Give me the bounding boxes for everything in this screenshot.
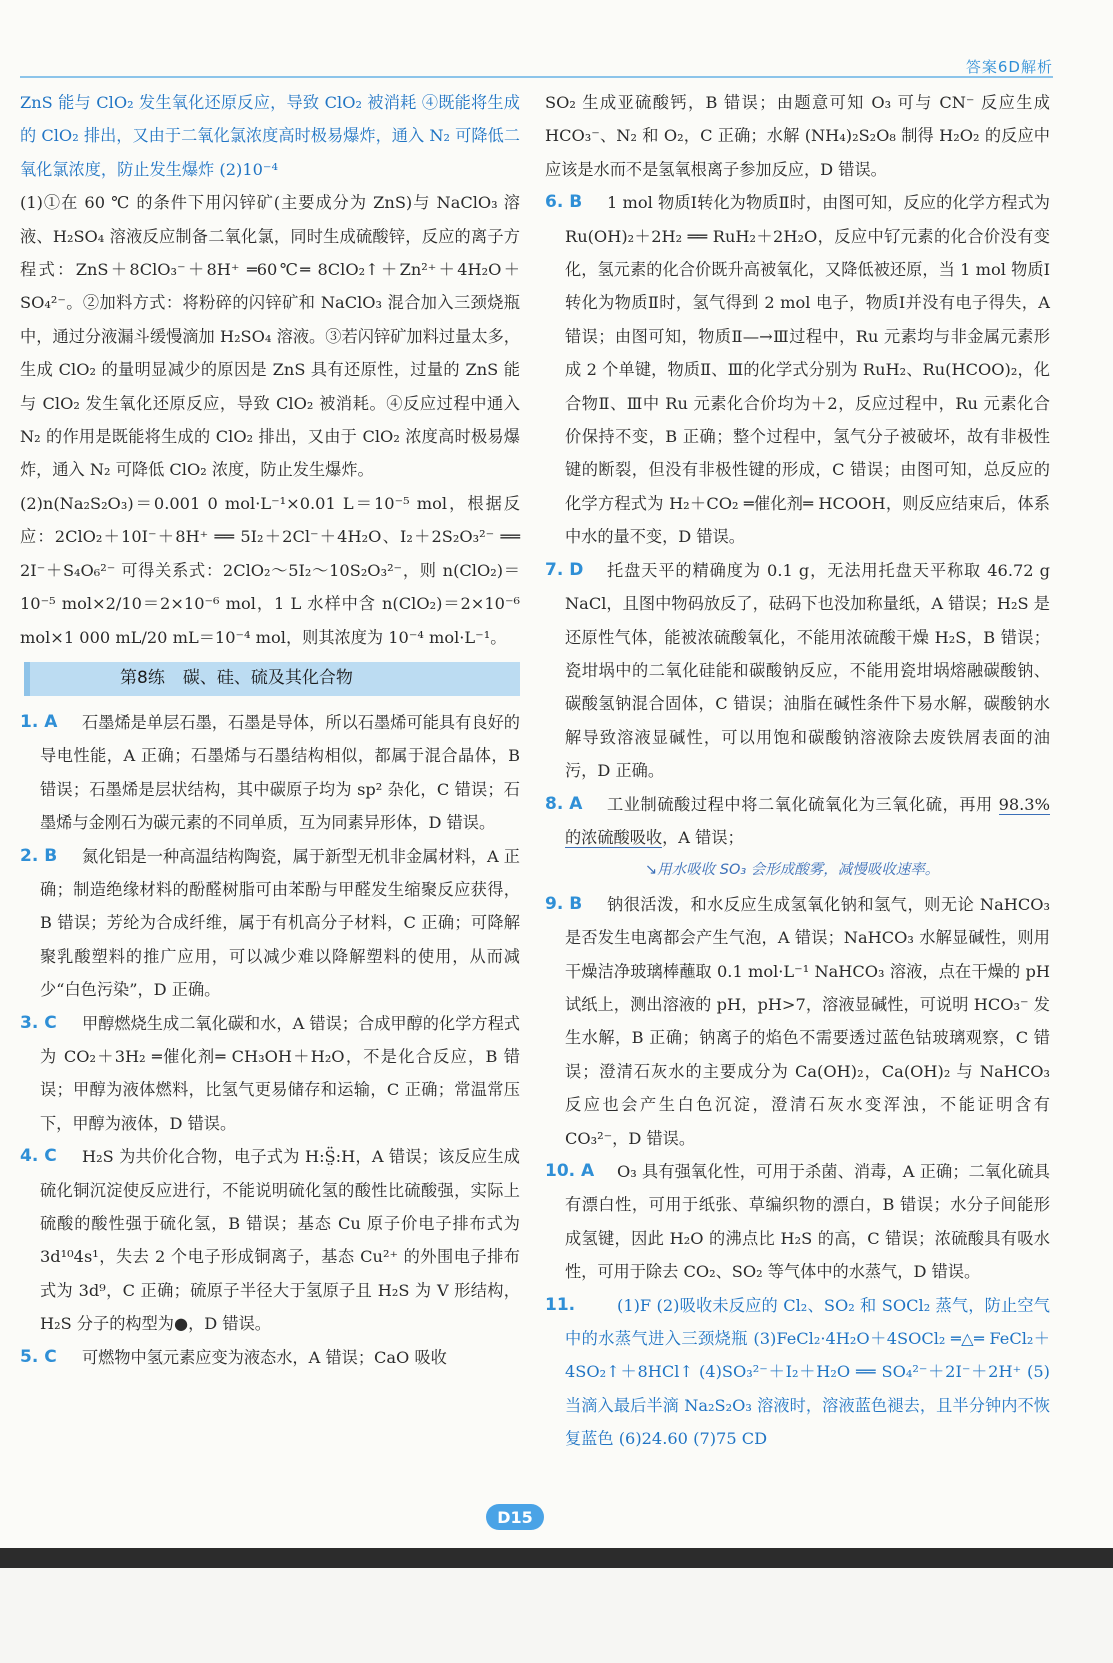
answer-text: 钠很活泼，和水反应生成氢氧化钠和氢气，则无论 NaHCO₃ 是否发生电离都会产生气泡，A 错误；NaHCO₃ 水解显碱性，则用干燥洁净玻璃棒蘸取 0.1 mol·L⁻¹ NaHCO₃ 溶液，点在干燥的 pH 试纸上，测出溶液的 pH，pH>7，溶液显碱性，可说明 HCO₃⁻ 发生水解，B 正确；钠离子的焰色不需要透过蓝色钴玻璃观察，C 错误；澄清石灰水的主要成分为 Ca(OH)₂，Ca(OH)₂ 与 NaHCO₃ 反应也会产生白色沉淀，澄清石灰水变浑浊，不能证明含有 CO₃²⁻，D 错误。 — [565, 894, 1050, 1148]
answer-item-7 — [545, 554, 1050, 788]
answer-number: 2. B — [20, 845, 58, 866]
answer-item-5 — [20, 1341, 520, 1374]
answer-item-3 — [20, 1007, 520, 1141]
answer-text-part: 工业制硫酸过程中将二氧化硫氧化为三氧化硫，再用 — [607, 794, 999, 814]
answer-number: 6. B — [545, 192, 583, 213]
answer-item-11 — [545, 1289, 1050, 1456]
header-label: 答案6D解析 — [965, 58, 1053, 76]
answer-number: 10. A — [545, 1161, 595, 1181]
answer-number: 5. C — [20, 1346, 57, 1367]
right-column — [545, 86, 1050, 1456]
answer-text: H₂S 为共价化合物，电子式为 H:S̤̈:H，A 错误；该反应生成硫化铜沉淀使反应进行，不能说明硫化氢的酸性比硫酸强，实际上硫酸的酸性强于硫化氢，B 错误；基态 Cu 原子价电子排布式为 3d¹⁰4s¹，失去 2 个电子形成铜离子，基态 Cu²⁺ 的外围电子排布式为 3d⁹，C 正确；硫原子半径大于氢原子且 H₂S 为 V 形结构，H₂S 分子的构型为●，D 错误。 — [40, 1147, 520, 1334]
answer-number: 1. A — [20, 711, 58, 732]
answer-text: 石墨烯是单层石墨，石墨是导体，所以石墨烯可能具有良好的导电性能，A 正确；石墨烯与石墨结构相似，都属于混合晶体，B 错误；石墨烯是层状结构，其中碳原子均为 sp² 杂化，C 错误；石墨烯与金刚石为碳元素的不同单质，互为同素异形体，D 错误。 — [40, 712, 520, 833]
paragraph-1: (1)①在 60 ℃ 的条件下用闪锌矿(主要成分为 ZnS)与 NaClO₃ 溶液、H₂SO₄ 溶液反应制备二氧化氯，同时生成硫酸锌，反应的离子方程式：ZnS＋8ClO₃⁻＋8H⁺ ═60℃═ 8ClO₂↑＋Zn²⁺＋4H₂O＋SO₄²⁻。②加料方式：将粉碎的闪锌矿和 NaClO₃ 混合加入三颈烧瓶中，通过分液漏斗缓慢滴加 H₂SO₄ 溶液。③若闪锌矿加料过量太多，生成 ClO₂ 的量明显减少的原因是 ZnS 具有还原性，过量的 ZnS 能与 ClO₂ 发生氧化还原反应，导致 ClO₂ 被消耗。④反应过程中通入 N₂ 的作用是既能将生成的 ClO₂ 排出，又由于 ClO₂ 浓度高时极易爆炸，通入 N₂ 可降低 ClO₂ 浓度，防止发生爆炸。 — [20, 193, 520, 480]
answer-item-9 — [545, 888, 1050, 1155]
header-rule — [20, 76, 1053, 78]
section-label: 第8练 — [120, 668, 165, 689]
answer-item-4 — [20, 1140, 520, 1340]
answer-text: 1 mol 物质Ⅰ转化为物质Ⅱ时，由图可知，反应的化学方程式为 Ru(OH)₂＋2H₂ ══ RuH₂＋2H₂O，反应中钌元素的化合价没有变化，氢元素的化合价既升高被氧化，又降低被还原，当 1 mol 物质Ⅰ转化为物质Ⅱ时，氢气得到 2 mol 电子，物质Ⅰ并没有电子得失，A 错误；由图可知，物质Ⅱ—→Ⅲ过程中，Ru 元素均与非金属元素形成 2 个单键，物质Ⅱ、Ⅲ的化学式分别为 RuH₂、Ru(HCOO)₂，化合物Ⅱ、Ⅲ中 Ru 元素化合价均为＋2，反应过程中，Ru 元素化合价保持不变，B 正确；整个过程中，氢气分子被破坏，故有非极性键的断裂，但没有非极性键的形成，C 错误；由图可知，总反应的化学方程式为 H₂＋CO₂ ═催化剂═ HCOOH，则反应结束后，体系中水的量不变，D 错误。 — [565, 193, 1050, 547]
page-number-badge: D15 — [486, 1504, 544, 1530]
answer-item-1 — [20, 706, 520, 840]
bottom-margin — [0, 1568, 1113, 1663]
answer-text: 甲醇燃烧生成二氧化碳和水，A 错误；合成甲醇的化学方程式为 CO₂＋3H₂ ═催化剂═ CH₃OH＋H₂O，不是化合反应，B 错误；甲醇为液体燃料，比氢气更易储存和运输，C 正确；常温常压下，甲醇为液体，D 错误。 — [40, 1013, 520, 1133]
answer-number: 7. D — [545, 559, 584, 580]
answer-text: 可燃物中氢元素应变为液态水，A 错误；CaO 吸收 — [82, 1347, 447, 1367]
bottom-edge-bar — [0, 1548, 1113, 1568]
answer-item-2 — [20, 840, 520, 1007]
answer-text: O₃ 具有强氧化性，可用于杀菌、消毒，A 正确；二氧化硫具有漂白性，可用于纸张、草编织物的漂白，B 错误；水分子间能形成氢键，因此 H₂O 的沸点比 H₂S 的高，C 错误；浓硫酸具有吸水性，可用于除去 CO₂、SO₂ 等气体中的水蒸气，D 错误。 — [565, 1162, 1050, 1282]
answer-number: 9. B — [545, 893, 583, 914]
answer-number: 8. A — [545, 793, 583, 814]
section-header — [24, 662, 520, 696]
answer-number: 4. C — [20, 1146, 57, 1167]
answer-text: 氮化铝是一种高温结构陶瓷，属于新型无机非金属材料，A 正确；制造绝缘材料的酚醛树脂可由苯酚与甲醛发生缩聚反应获得，B 错误；芳纶为合成纤维，属于有机高分子材料，C 正确；可降解聚乳酸塑料的推广应用，可以减少难以降解塑料的使用，从而减少“白色污染”，D 正确。 — [40, 846, 520, 1000]
answer-text-part: ，A 错误； — [662, 827, 744, 847]
left-column — [20, 86, 520, 1374]
underlined-phrase: 98.3%的浓硫酸吸收 — [565, 794, 1050, 847]
answer-text: (1)F (2)吸收未反应的 Cl₂、SO₂ 和 SOCl₂ 蒸气，防止空气中的水蒸气进入三颈烧瓶 (3)FeCl₂·4H₂O＋4SOCl₂ ═△═ FeCl₂＋4SO₂↑＋8HCl↑ (4)SO₃²⁻＋I₂＋H₂O ══ SO₄²⁻＋2I⁻＋2H⁺ (5)当滴入最后半滴 Na₂S₂O₃ 溶液时，溶液蓝色褪去，且半分钟内不恢复蓝色 (6)24.60 (7)75 CD — [565, 1295, 1050, 1449]
answer-number: 3. C — [20, 1012, 57, 1033]
paragraph-2: (2)n(Na₂S₂O₃)＝0.001 0 mol·L⁻¹×0.01 L＝10⁻⁵ mol，根据反应：2ClO₂＋10I⁻＋8H⁺ ══ 5I₂＋2Cl⁻＋4H₂O、I₂＋2S₂O₃²⁻ ══ 2I⁻＋S₄O₆²⁻ 可得关系式：2ClO₂～5I₂～10S₂O₃²⁻，则 n(ClO₂)＝10⁻⁵ mol×2/10＝2×10⁻⁶ mol，1 L 水样中含 n(ClO₂)＝2×10⁻⁶ mol×1 000 mL/20 mL＝10⁻⁴ mol，则其浓度为 10⁻⁴ mol·L⁻¹。 — [20, 493, 520, 647]
answer-text: 托盘天平的精确度为 0.1 g，无法用托盘天平称取 46.72 g NaCl，且图中物码放反了，砝码下也没加称量纸，A 错误；H₂S 是还原性气体，能被浓硫酸氧化，不能用浓硫酸干燥 H₂S，B 错误；瓷坩埚中的二氧化硅能和碳酸钠反应，不能用瓷坩埚熔融碳酸钠、碳酸氢钠混合固体，C 错误；油脂在碱性条件下易水解，碳酸钠水解导致溶液显碱性，可以用饱和碳酸钠溶液除去废铁屑表面的油污，D 正确。 — [565, 560, 1050, 781]
continuation-text: SO₂ 生成亚硫酸钙，B 错误；由题意可知 O₃ 可与 CN⁻ 反应生成 HCO₃⁻、N₂ 和 O₂，C 正确；水解 (NH₄)₂S₂O₈ 制得 H₂O₂ 的反应中应该是水而不是氢氧根离子参加反应，D 错误。 — [545, 93, 1050, 179]
intro-answer: ZnS 能与 ClO₂ 发生氧化还原反应，导致 ClO₂ 被消耗 ④既能将生成的 ClO₂ 排出，又由于二氧化氯浓度高时极易爆炸，通入 N₂ 可降低二氧化氯浓度，防止发生爆炸 (2)10⁻⁴ — [20, 93, 520, 179]
answer-item-6 — [545, 186, 1050, 553]
handwritten-note: ↘用水吸收 SO₃ 会形成酸雾，减慢吸收速率。 — [645, 862, 940, 879]
answer-number: 11. — [545, 1294, 576, 1315]
answer-text — [565, 788, 1050, 855]
answer-item-10 — [545, 1155, 1050, 1289]
answer-item-8 — [545, 788, 1050, 888]
section-title: 碳、硅、硫及其化合物 — [182, 668, 353, 689]
